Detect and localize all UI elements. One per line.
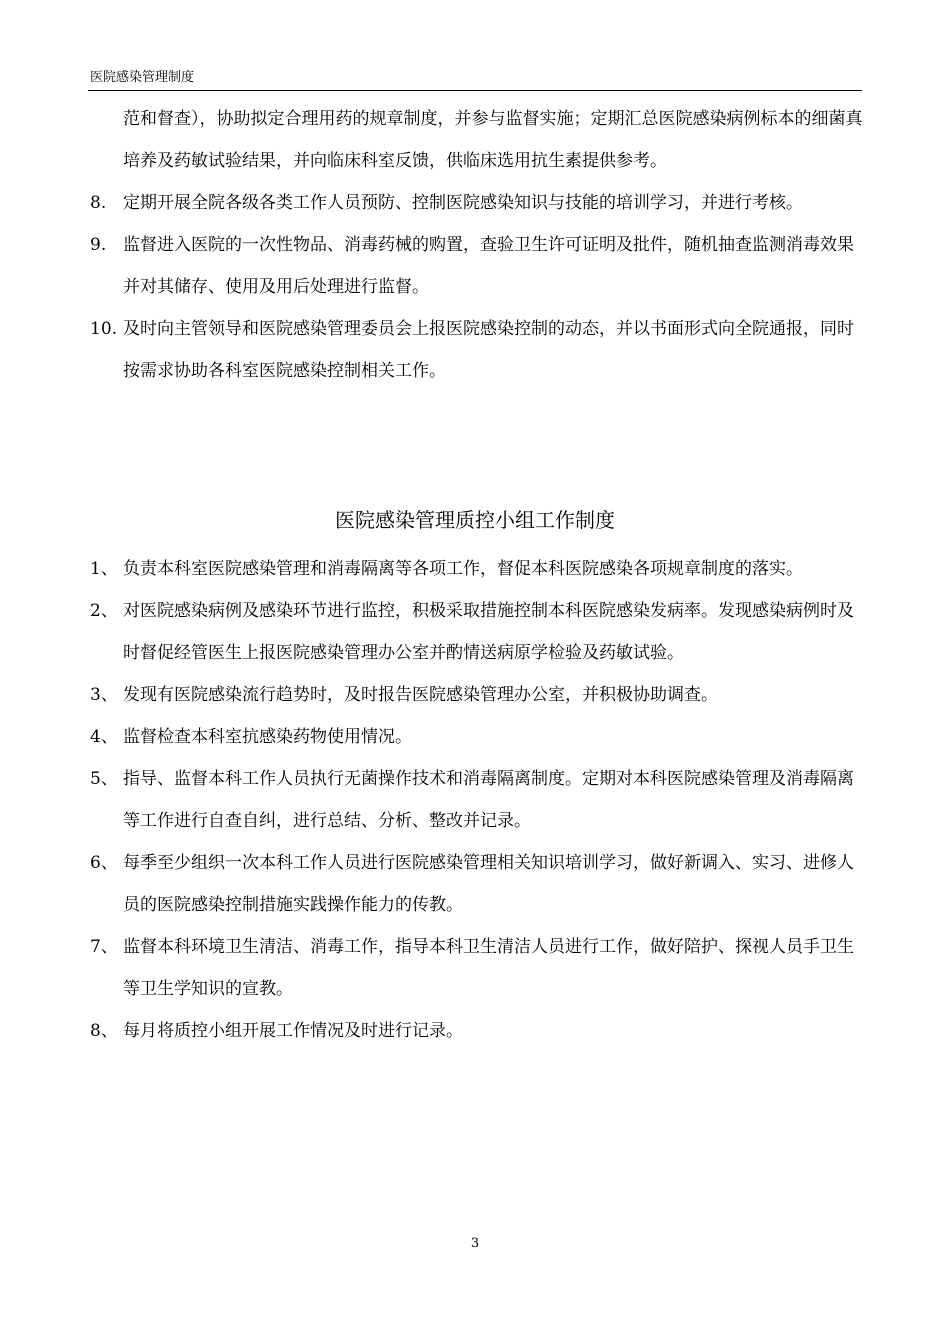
item-number: 2、: [90, 601, 118, 621]
item-number: 1、: [90, 559, 118, 579]
item-text: 定期开展全院各级各类工作人员预防、控制医院感染知识与技能的培训学习，并进行考核。: [123, 193, 803, 213]
section2-list: [90, 548, 865, 1052]
item-text: 指导、监督本科工作人员执行无菌操作技术和消毒隔离制度。定期对本科医院感染管理及消毒隔离等工作进行自查自纠，进行总结、分析、整改并记录。: [123, 769, 854, 831]
item-number: 10.: [90, 319, 118, 339]
list-item: [90, 716, 865, 758]
list-item: [90, 926, 865, 1010]
item-number: 6、: [90, 853, 118, 873]
list-item: [90, 590, 865, 674]
page-number: 3: [470, 1236, 480, 1251]
item-text: 及时向主管领导和医院感染管理委员会上报医院感染控制的动态，并以书面形式向全院通报，同时按需求协助各科室医院感染控制相关工作。: [123, 319, 854, 381]
item-text: 监督检查本科室抗感染药物使用情况。: [123, 727, 412, 747]
item-text: 监督进入医院的一次性物品、消毒药械的购置，查验卫生许可证明及批件，随机抽查监测消毒效果并对其储存、使用及用后处理进行监督。: [123, 235, 854, 297]
section1-list: [90, 98, 865, 392]
list-item: [90, 758, 865, 842]
item-text: 每月将质控小组开展工作情况及时进行记录。: [123, 1021, 463, 1041]
list-item: [90, 842, 865, 926]
list-item: [90, 224, 865, 308]
list-item: [90, 548, 865, 590]
list-item: [90, 674, 865, 716]
item-number: 4、: [90, 727, 118, 747]
item-number: 8.: [90, 193, 107, 213]
item-number: 7、: [90, 937, 118, 957]
item-text: 对医院感染病例及感染环节进行监控，积极采取措施控制本科医院感染发病率。发现感染病例时及时督促经管医生上报医院感染管理办公室并酌情送病原学检验及药敏试验。: [123, 601, 854, 663]
list-item: [90, 98, 865, 182]
item-number: 5、: [90, 769, 118, 789]
item-text: 负责本科室医院感染管理和消毒隔离等各项工作，督促本科医院感染各项规章制度的落实。: [123, 559, 803, 579]
item-number: 8、: [90, 1021, 118, 1041]
list-item: [90, 1010, 865, 1052]
item-number: 9.: [90, 235, 107, 255]
item-text: 发现有医院感染流行趋势时，及时报告医院感染管理办公室，并积极协助调查。: [123, 685, 718, 705]
item-text: 监督本科环境卫生清洁、消毒工作，指导本科卫生清洁人员进行工作，做好陪护、探视人员手卫生等卫生学知识的宣教。: [123, 937, 854, 999]
running-header: 医院感染管理制度: [90, 70, 195, 85]
list-item: [90, 308, 865, 392]
item-text: 范和督查），协助拟定合理用药的规章制度，并参与监督实施；定期汇总医院感染病例标本的细菌真培养及药敏试验结果，并向临床科室反馈，供临床选用抗生素提供参考。: [123, 109, 863, 171]
header-divider: [88, 90, 862, 91]
section-title: 医院感染管理质控小组工作制度: [335, 508, 615, 532]
item-text: 每季至少组织一次本科工作人员进行医院感染管理相关知识培训学习，做好新调入、实习、进修人员的医院感染控制措施实践操作能力的传教。: [123, 853, 854, 915]
list-item: [90, 182, 865, 224]
item-number: 3、: [90, 685, 118, 705]
